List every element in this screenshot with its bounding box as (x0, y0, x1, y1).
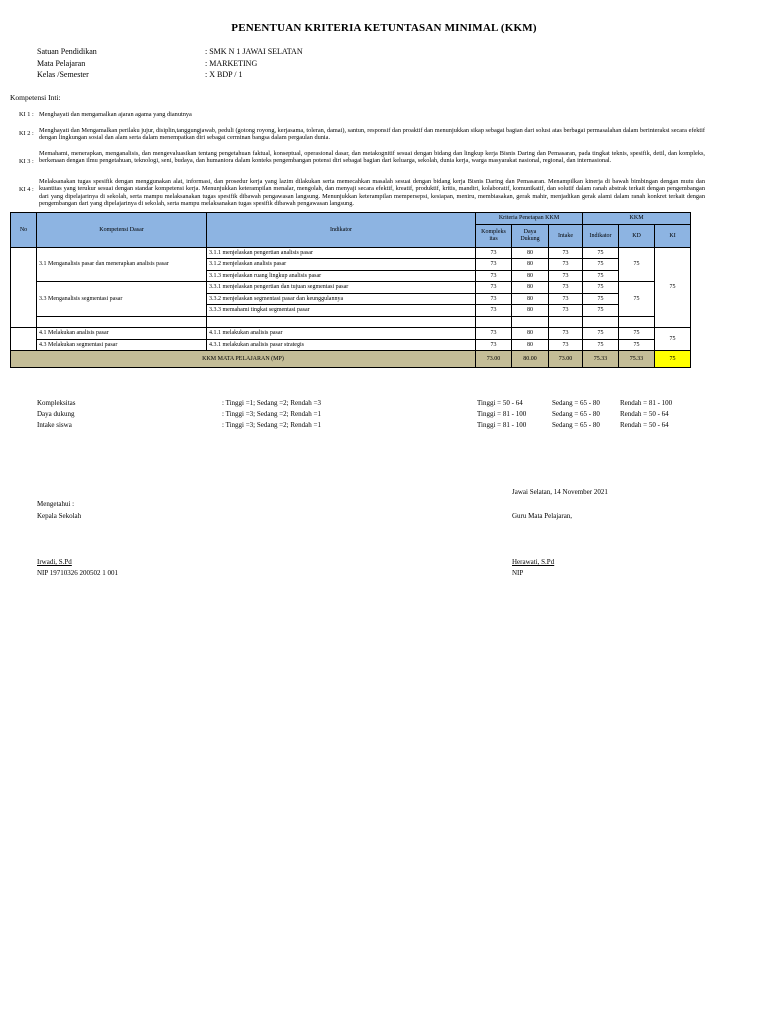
legend-name: Daya dukung (37, 410, 75, 418)
cell-indikator: 3.1.2 menjelaskan analisis pasar (207, 259, 476, 271)
header-kkm: KKM (583, 213, 691, 225)
cell-intake: 73 (549, 259, 583, 271)
cell-indikator: 3.3.1 menjelaskan pengertian dan tujuan segmentasi pasar (207, 282, 476, 294)
total-kompleksitas: 73.00 (476, 351, 512, 368)
table-row-empty (11, 316, 691, 328)
info-value: : MARKETING (205, 59, 258, 68)
cell-kompleksitas: 73 (476, 259, 512, 271)
cell-kd: 4.3 Melakukan segmentasi pasar (37, 339, 207, 351)
cell-kkm-indikator: 75 (583, 259, 619, 271)
cell-kkm-kd: 75 (619, 339, 655, 351)
table-row (11, 282, 691, 294)
cell-kkm-indikator: 75 (583, 305, 619, 317)
cell-kkm-indikator: 75 (583, 247, 619, 259)
cell-daya-dukung: 80 (512, 270, 549, 282)
cell-no (11, 328, 37, 351)
total-kkm-indikator: 75.33 (583, 351, 619, 368)
kkm-table (10, 212, 691, 368)
teacher-nip: NIP (512, 569, 524, 577)
cell-intake: 73 (549, 328, 583, 340)
cell-daya-dukung: 80 (512, 339, 549, 351)
cell-kompleksitas: 73 (476, 305, 512, 317)
cell-empty (207, 316, 476, 328)
info-value: : X BDP / 1 (205, 70, 243, 79)
cell-daya-dukung: 80 (512, 305, 549, 317)
total-daya-dukung: 80.00 (512, 351, 549, 368)
header-kkm-kd: KD (619, 224, 655, 247)
cell-kompleksitas: 73 (476, 247, 512, 259)
ki-section (0, 100, 768, 207)
header-kkm-indikator: Indikator (583, 224, 619, 247)
ki-text: Melaksanakan tugas spesifik dengan menggunakan alat, informasi, dan prosedur kerja yang lazim dilakukan serta memecahkan masalah sesuai dengan bidang kerja Bisnis Daring dan Pemasaran. Menampilkan kinerja di bawah bimbingan dengan mutu dan kuantitas yang terukur sesuai dengan standar kompetensi kerja. Menunjukkan keterampilan menalar, mengolah, dan menyaji secara efektif, kreatif, produktif, kritis, mandiri, kolaboratif, komunikatif, dan solutif dalam ranah abstrak terkait dengan pengembangan dari yang dipelajarinya di sekolah, serta mampu melaksanakan tugas spesifik dibawah pengawasan langsung. Menunjukkan keterampilan mempersepsi, kesiapan, meniru, membiasakan, gerak mahir, menjadikan gerak alami dalam ranah konkret terkait dengan pengembangan dari yang dipelajarinya di sekolah, serta mampu melaksanakan tugas spesifik dibawah pengawasan langsung. (39, 178, 705, 207)
cell-kompleksitas: 73 (476, 270, 512, 282)
cell-intake: 73 (549, 305, 583, 317)
header-daya-dukung: Daya Dukung (512, 224, 549, 247)
legend-sedang: Sedang = 65 - 80 (552, 399, 600, 407)
header-no: No (11, 213, 37, 248)
cell-kkm-kd: 75 (619, 247, 655, 282)
total-kkm-ki: 75 (655, 351, 691, 368)
cell-indikator: 3.1.1 menjelaskan pengertian analisis pasar (207, 247, 476, 259)
legend-sedang: Sedang = 65 - 80 (552, 421, 600, 429)
cell-kkm-indikator: 75 (583, 339, 619, 351)
cell-empty (476, 316, 512, 328)
header-indikator: Indikator (207, 213, 476, 248)
legend-name: Kompleksitas (37, 399, 76, 407)
info-label: Kelas /Semester (37, 70, 89, 79)
cell-kkm-indikator: 75 (583, 282, 619, 294)
cell-kkm-kd: 75 (619, 328, 655, 340)
ki-code: KI 1 : (19, 111, 34, 118)
cell-daya-dukung: 80 (512, 293, 549, 305)
cell-kkm-kd: 75 (619, 282, 655, 317)
legend-tinggi: Tinggi = 81 - 100 (477, 410, 527, 418)
cell-indikator: 3.3.3 memahami tingkat segmentasi pasar (207, 305, 476, 317)
legend-score: : Tinggi =1; Sedang =2; Rendah =3 (222, 399, 321, 407)
cell-empty (619, 316, 655, 328)
legend-score: : Tinggi =3; Sedang =2; Rendah =1 (222, 421, 321, 429)
info-value: : SMK N 1 JAWAI SELATAN (205, 47, 303, 56)
header-kriteria: Kriteria Penetapan KKM (476, 213, 583, 225)
cell-kompleksitas: 73 (476, 328, 512, 340)
table-row (11, 339, 691, 351)
ki-text: Memahami, menerapkan, menganalisis, dan mengevaluasikan tentang pengetahuan faktual, konseptual, operasional dasar, dan metakognitif sesuai dengan bidang dan lingkup kerja Bisnis Daring dan Pemasaran, pada tingkat teknis, spesifik, detil, dan kompleks, berkenaan dengan ilmu pengetahuan, teknologi, seni, budaya, dan humaniora dalam konteks pengembangan potensi diri sebagai bagian dari keluarga, sekolah, dunia kerja, warga masyarakat nasional, regional, dan internasional. (39, 150, 705, 165)
ki-heading: Kompetensi Inti: (10, 93, 61, 102)
legend-rendah: Rendah = 50 - 64 (620, 410, 669, 418)
ki-code: KI 2 : (19, 130, 34, 137)
legend-name: Intake siswa (37, 421, 72, 429)
cell-kkm-indikator: 75 (583, 328, 619, 340)
cell-empty (37, 316, 207, 328)
principal-title: Kepala Sekolah (37, 512, 82, 520)
total-label: KKM MATA PELAJARAN (MP) (11, 351, 476, 368)
acknowledged-label: Mengetahui : (37, 500, 75, 508)
cell-kkm-indikator: 75 (583, 270, 619, 282)
cell-kkm-indikator: 75 (583, 293, 619, 305)
cell-no (11, 247, 37, 328)
cell-indikator: 4.3.1 melakukan analisis pasar strategis (207, 339, 476, 351)
legend-rendah: Rendah = 50 - 64 (620, 421, 669, 429)
principal-name: Irwadi, S.Pd (37, 558, 72, 566)
total-kkm-kd: 75.33 (619, 351, 655, 368)
cell-empty (549, 316, 583, 328)
header-intake: Intake (549, 224, 583, 247)
cell-intake: 73 (549, 270, 583, 282)
ki-text: Menghayati dan Mengamalkan perilaku jujur, disiplin,tanggungjawab, peduli (gotong royong, kerjasama, toleran, damai), santun, responsif dan proaktif dan menunjukkan sikap sebagai bagian dari solusi atas berbagai permasalahan dalam berinteraksi secara efektif dengan lingkungan sosial dan alam serta dalam menempatkan diri sebagai cerminan bangsa dalam pergaulan dunia. (39, 127, 705, 142)
legend-rendah: Rendah = 81 - 100 (620, 399, 673, 407)
legend-tinggi: Tinggi = 81 - 100 (477, 421, 527, 429)
page-title: PENENTUAN KRITERIA KETUNTASAN MINIMAL (KKM) (231, 22, 537, 34)
info-label: Mata Pelajaran (37, 59, 86, 68)
cell-daya-dukung: 80 (512, 247, 549, 259)
legend-score: : Tinggi =3; Sedang =2; Rendah =1 (222, 410, 321, 418)
cell-kkm-ki: 75 (655, 328, 691, 351)
cell-kkm-ki: 75 (655, 247, 691, 328)
cell-intake: 73 (549, 247, 583, 259)
teacher-name: Herawati, S.Pd (512, 558, 555, 566)
cell-kd: 4.1 Melakukan analisis pasar (37, 328, 207, 340)
cell-daya-dukung: 80 (512, 328, 549, 340)
cell-kd: 3.3 Menganalisis segmentasi pasar (37, 282, 207, 317)
cell-kompleksitas: 73 (476, 282, 512, 294)
header-kompetensi-dasar: Kompetensi Dasar (37, 213, 207, 248)
cell-daya-dukung: 80 (512, 282, 549, 294)
cell-empty (583, 316, 619, 328)
cell-indikator: 3.1.3 menjelaskan ruang lingkup analisis pasar (207, 270, 476, 282)
cell-intake: 73 (549, 339, 583, 351)
info-label: Satuan Pendidikan (37, 47, 97, 56)
cell-intake: 73 (549, 293, 583, 305)
cell-indikator: 4.1.1 melakukan analisis pasar (207, 328, 476, 340)
cell-empty (512, 316, 549, 328)
cell-indikator: 3.3.2 menjelaskan segmentasi pasar dan keunggulannya (207, 293, 476, 305)
cell-kompleksitas: 73 (476, 293, 512, 305)
legend-sedang: Sedang = 65 - 80 (552, 410, 600, 418)
legend-tinggi: Tinggi = 50 - 64 (477, 399, 523, 407)
place-date: Jawai Selatan, 14 November 2021 (512, 488, 608, 496)
total-intake: 73.00 (549, 351, 583, 368)
table-row (11, 328, 691, 340)
header-kkm-ki: KI (655, 224, 691, 247)
ki-code: KI 4 : (19, 186, 34, 193)
cell-kd: 3.1 Menganalisis pasar dan menerapkan analisis pasar (37, 247, 207, 282)
cell-kompleksitas: 73 (476, 339, 512, 351)
ki-code: KI 3 : (19, 158, 34, 165)
cell-daya-dukung: 80 (512, 259, 549, 271)
table-row (11, 247, 691, 259)
header-kompleksitas: Kompleks itas (476, 224, 512, 247)
table-total-row (11, 351, 691, 368)
ki-text: Menghayati dan mengamalkan ajaran agama yang dianutnya (39, 111, 192, 118)
principal-nip: NIP 19710326 200502 1 001 (37, 569, 119, 577)
teacher-title: Guru Mata Pelajaran, (512, 512, 573, 520)
cell-intake: 73 (549, 282, 583, 294)
